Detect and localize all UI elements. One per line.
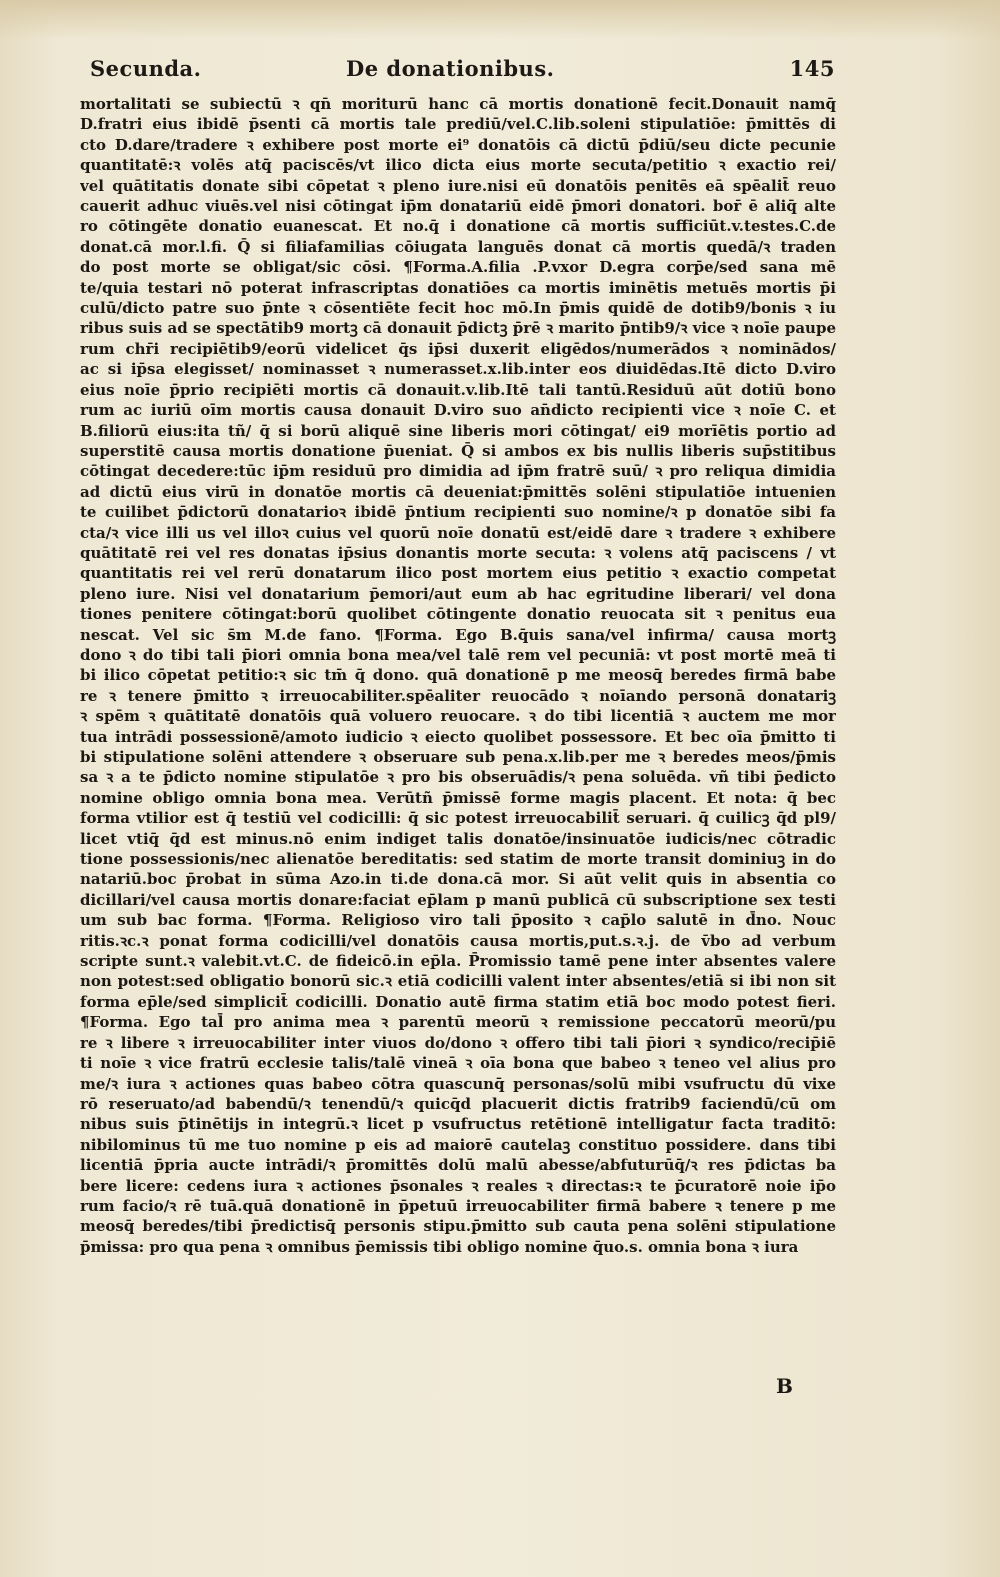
text-line: scripte sunt.ꝛ valebit.vt.C. de fideicō.in ep̄la. P̄romissio tamē pene inter absentes valere (80, 952, 836, 971)
catchword: B (776, 1374, 793, 1398)
text-line: cto D.dare/tradere ꝛ exhibere post morte ei⁹ donatōis cā dictū p̄diū/seu dicte pecunie (80, 135, 836, 154)
text-line: re ꝛ libere ꝛ irreuocabiliter inter viuos do/dono ꝛ offero tibi tali p̄iori ꝛ syndico/recip̄iē (80, 1033, 836, 1052)
text-line: tiones penitere cōtingat:borū quolibet cōtingente donatio reuocata sit ꝛ penitus eua (80, 605, 836, 624)
text-line: quantitatē:ꝛ volēs atq̄ paciscēs/vt ilico dicta eius morte secuta/petitio ꝛ exactio rei/ (80, 156, 836, 175)
folio-number: 145 (789, 56, 835, 81)
text-line: quantitatis rei vel rerū donatarum ilico post mortem eius petitio ꝛ exactio competat (80, 564, 836, 583)
text-line: ritis.ꝛc.ꝛ ponat forma codicilli/vel donatōis causa mortis,put.s.ꝛ.j. de v̄bo ad verbum (80, 931, 836, 950)
text-line: ad dictū eius virū in donatōe mortis cā deueniat:p̄mittēs solēni stipulatiōe intuenien (80, 482, 836, 501)
text-line: dono ꝛ do tibi tali p̄iori omnia bona mea/vel talē rem vel pecuniā: vt post mortē meā ti (80, 645, 836, 664)
text-line: bi stipulatione solēni attendere ꝛ obseruare sub pena.x.lib.per me ꝛ beredes meos/p̄mis (80, 748, 836, 766)
text-line: ribus suis ad se spectātib9 mortꝫ cā donauit p̄dictꝫ p̄rē ꝛ marito p̄ntib9/ꝛ vice ꝛ noīe paupe (80, 319, 836, 338)
text-line: D.fratri eius ibidē p̄senti cā mortis tale prediū/vel.C.lib.soleni stipulatiōe: p̄mittēs di (80, 115, 836, 134)
text-line: nibilominus tū me tuo nomine p eis ad maiorē cautelaꝫ constituo possidere. dans tibi (80, 1135, 836, 1154)
text-line: ¶Forma. Ego tal̄ pro anima mea ꝛ parentū meorū ꝛ remissione peccatorū meorū/pu (80, 1013, 836, 1032)
text-line: bere licere: cedens iura ꝛ actiones p̄sonales ꝛ reales ꝛ directas:ꝛ te p̄curatorē noie ip̄o (80, 1176, 836, 1195)
text-line: superstitē causa mortis donatione p̄ueniat. Q̄ si ambos ex bis nullis liberis sup̄stitibus (80, 441, 836, 460)
text-line: mortalitati se subiectū ꝛ qn̄ moriturū hanc cā mortis donationē fecit.Donauit namq̄ (80, 95, 836, 113)
text-line: dicillari/vel causa mortis donare:faciat ep̄lam p manū publicā cū subscriptione sex testi (80, 890, 836, 909)
text-line: ro cōtingēte donatio euanescat. Et no.q̄ i donatione cā mortis sufficiūt.v.testes.C.de (80, 217, 836, 236)
text-line: cauerit adhuc viuēs.vel nisi cōtingat ip̄m donatariū eidē p̄mori donatori. bor̄ ē aliq̄ alte (80, 197, 836, 216)
text-line: donat.cā mor.l.fi. Q̄ si filiafamilias cōiugata languēs donat cā mortis quedā/ꝛ traden (80, 237, 836, 256)
text-line: ꝛ spēm ꝛ quātitatē donatōis quā voluero reuocare. ꝛ do tibi licentiā ꝛ auctem me mor (80, 707, 836, 726)
text-line: te/quia testari nō poterat infrascriptas donatiōes ca mortis iminētis metuēs mortis p̄i (80, 278, 836, 297)
text-line: eius noīe p̄prio recipiēti mortis cā donauit.v.lib.Itē tali tantū.Residuū aūt dotiū bono (80, 380, 836, 399)
text-line: natariū.boc p̄robat in sūma Azo.in ti.de dona.cā mor. Si aūt velit quis in absentia co (80, 870, 836, 889)
text-line: meosq̄ beredes/tibi p̄redictisq̄ personis stipu.p̄mitto sub cauta pena solēni stipulatione (80, 1217, 836, 1236)
text-line: rum ac iuriū oīm mortis causa donauit D.viro suo an̄dicto recipienti vice ꝛ noīe C. et (80, 401, 836, 420)
header-title: De donationibus. (346, 56, 555, 81)
text-line: tua intrādi possessionē/amoto iudicio ꝛ eiecto quolibet possessore. Et bec oīa p̄mitto ti (80, 727, 836, 746)
text-line: forma vtilior est q̄ testiū vel codicilli: q̄ sic potest irreuocabilit̄ seruari. q̄ cuilicꝫ q̄d pl9/ (80, 809, 836, 828)
text-line: bi ilico cōpetat petitio:ꝛ sic tm̄ q̄ dono. quā donationē p me meosq̄ beredes firmā babe (80, 666, 836, 685)
text-line: pleno iure. Nisi vel donatarium p̄emori/aut eum ab hac egritudine liberari/ vel dona (80, 584, 836, 603)
text-line: vel quātitatis donate sibi cōpetat ꝛ pleno iure.nisi eū donatōis penitēs eā spēalit̄ reuo (80, 176, 836, 195)
text-line: p̄missa: pro qua pena ꝛ omnibus p̄emissis tibi obligo nomine q̄uo.s. omnia bona ꝛ iura (80, 1237, 799, 1256)
text-line: nescat. Vel sic s̄m M.de fano. ¶Forma. Ego B.q̄uis sana/vel infirma/ causa mortꝫ (80, 625, 836, 644)
text-line: quātitatē rei vel res donatas ip̄sius donantis morte secuta: ꝛ volens atq̄ paciscens / vt (80, 543, 836, 562)
text-line: nomine obligo omnia bona mea. Verūtñ p̄missē forme magis placent. Et nota: q̄ bec (80, 788, 836, 807)
text-line: re ꝛ tenere p̄mitto ꝛ irreuocabiliter.spēaliter reuocādo ꝛ noīando personā donatariꝫ (80, 686, 836, 705)
text-line: licentiā p̄pria aucte intrādi/ꝛ p̄romittēs dolū malū abesse/abfuturūq̄/ꝛ res p̄dictas ba (80, 1156, 836, 1175)
text-line: ac si ip̄sa elegisset/ nominasset ꝛ numerasset.x.lib.inter eos diuidēdas.Itē dicto D.viro (80, 360, 836, 379)
text-line: rum chr̄i recipiētib9/eorū videlicet q̄s ip̄si duxerit eligēdos/numerādos ꝛ nominādos/ (80, 339, 836, 358)
text-block (80, 94, 836, 1257)
text-line: nibus suis p̄tinētijs in integrū.ꝛ licet p vsufructus retētionē intelligatur facta traditō: (80, 1115, 836, 1134)
header-left: Secunda. (90, 56, 202, 81)
text-line: forma ep̄le/sed simplicit̄ codicilli. Donatio autē firma statim etiā boc modo potest fieri. (80, 992, 836, 1011)
text-line: cōtingat decedere:tūc ip̄m residuū pro dimidia ad ip̄m fratrē suū/ ꝛ pro reliqua dimidia (80, 462, 836, 481)
text-line: ti noīe ꝛ vice fratrū ecclesie talis/talē vineā ꝛ oīa bona que babeo ꝛ teneo vel alius pro (80, 1054, 836, 1073)
text-line: rum facio/ꝛ rē tuā.quā donationē in p̄petuū irreuocabiliter firmā babere ꝛ tenere p me (80, 1196, 836, 1215)
text-line: licet vtiq̄ q̄d est minus.nō enim indiget talis donatōe/insinuatōe iudicis/nec cōtradic (80, 829, 836, 848)
text-line: me/ꝛ iura ꝛ actiones quas babeo cōtra quascunq̄ personas/solū mibi vsufructu dū vixe (80, 1074, 836, 1093)
text-line: cta/ꝛ vice illi us vel illoꝛ cuius vel quorū noīe donatū est/eidē dare ꝛ tradere ꝛ exhibere (80, 523, 836, 542)
text-line: sa ꝛ a te p̄dicto nomine stipulatōe ꝛ pro bis obseruādis/ꝛ pena soluēda. vñ tibi p̄edicto (80, 768, 836, 787)
text-line: te cuilibet p̄dictorū donatarioꝛ ibidē p̄ntium recipienti suo nomine/ꝛ p donatōe sibi fa (80, 503, 836, 522)
text-line: do post morte se obligat/sic cōsi. ¶Forma.A.filia .P.vxor D.egra corp̄e/sed sana mē (80, 258, 836, 277)
text-line: culū/dicto patre suo p̄nte ꝛ cōsentiēte fecit hoc mō.In p̄mis quidē de dotib9/bonis ꝛ iu (80, 299, 836, 318)
text-line: B.filiorū eius:ita tñ/ q̄ si borū aliquē sine liberis mori cōtingat/ ei9 morīētis portio ad (80, 421, 836, 440)
text-line: tione possessionis/nec alienatōe bereditatis: sed statim de morte transit dominiuꝫ in do (80, 850, 836, 869)
text-line: rō reseruato/ad babendū/ꝛ tenendū/ꝛ quicq̄d placuerit dictis fratrib9 faciendū/cū om (80, 1094, 836, 1113)
text-line: non potest:sed obligatio bonorū sic.ꝛ etiā codicilli valent inter absentes/etiā si ibi non sit (80, 972, 836, 991)
text-line: um sub bac forma. ¶Forma. Religioso viro tali p̄posito ꝛ cap̄lo salutē in d̄no. Nouc (80, 911, 836, 930)
running-header (90, 56, 835, 92)
